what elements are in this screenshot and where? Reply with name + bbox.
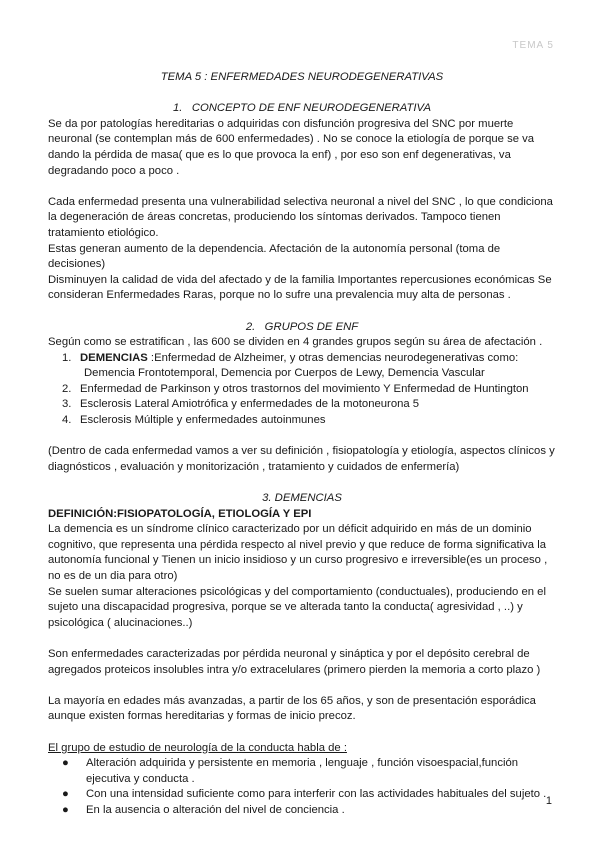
section-1-heading bbox=[48, 101, 556, 117]
list-item-text: Esclerosis Múltiple y enfermedades autoinmunes bbox=[80, 414, 326, 427]
section-2-note: (Dentro de cada enfermedad vamos a ver su definición , fisiopatología y etiología, aspectos clínicos y diagnósticos , evaluación y monitorización , tratamiento y cuidados de enfermería) bbox=[48, 445, 555, 473]
list-item bbox=[62, 803, 556, 819]
section-3-paragraph-1: La demencia es un síndrome clínico caracterizado por un déficit adquirido en más de un dominio cognitivo, que representa una pérdida respecto al nivel previo y que reduce de forma significativa la autonomía funcional y Tienen un inicio insidioso y un curso progresivo e irreversible(es un proceso , no es de un dia para otro) bbox=[48, 523, 548, 582]
criteria-list bbox=[48, 756, 556, 818]
section-2-title: GRUPOS DE ENF bbox=[264, 320, 359, 333]
list-item-text: Enfermedad de Parkinson y otros trastornos del movimiento Y Enfermedad de Huntington bbox=[80, 382, 529, 395]
bullet-icon: ● bbox=[62, 788, 69, 801]
section-3-paragraph-2: Se suelen sumar alteraciones psicológicas y del comportamiento (conductuales), produciendo en el sujeto una discapacidad progresiva, porque se ve alterada tanto la conducta( agresividad , ..) y psicológica ( alucinaciones..) bbox=[48, 585, 546, 629]
list-item-number: 3. bbox=[62, 398, 72, 411]
section-3-paragraph-3: Son enfermedades caracterizadas por pérdida neuronal y sináptica y por el depósito cerebral de agregados proteicos insolubles intra y/o extracelulares (primero pierden la memoria a corto plazo ) bbox=[48, 647, 541, 676]
bullet-text: En la ausencia o alteración del nivel de conciencia . bbox=[86, 803, 345, 816]
list-item bbox=[62, 382, 556, 398]
bullet-icon: ● bbox=[62, 757, 69, 770]
list-item-number: 1. bbox=[62, 351, 72, 364]
section-3-subheading: DEFINICIÓN:FISIOPATOLOGÍA, ETIOLOGÍA Y EPI bbox=[48, 507, 312, 520]
groups-list bbox=[48, 351, 556, 429]
section-2-heading bbox=[48, 320, 556, 336]
section-1-number: 1. bbox=[172, 102, 183, 115]
section-1-paragraph-3: Estas generan aumento de la dependencia. Afectación de la autonomía personal (toma de decisiones) bbox=[48, 242, 501, 271]
list-item-number: 2. bbox=[62, 382, 72, 395]
section-1-paragraph-2: Cada enfermedad presenta una vulnerabilidad selectiva neuronal a nivel del SNC , lo que condiciona la degeneración de áreas concretas, produciendo los síntomas derivados. Tampoco tienen tratamiento etiológico. bbox=[48, 195, 553, 239]
list-item bbox=[62, 756, 556, 787]
section-3-heading: 3. DEMENCIAS bbox=[262, 492, 342, 505]
bullet-text: Con una intensidad suficiente como para interferir con las actividades habituales del sujeto . bbox=[86, 788, 547, 801]
section-1-paragraph-1: Se da por patologías hereditarias o adquiridas con disfunción progresiva del SNC por muerte neuronal (se contemplan más de 600 enfermedades) . No se conoce la etiología de porque se va dando la pérdida de masa( que es lo que provoca la enf) , por eso son enf degenerativas, va degradando poco a poco . bbox=[48, 117, 535, 177]
list-item bbox=[62, 413, 556, 429]
document-title: TEMA 5 : ENFERMEDADES NEURODEGENERATIVAS bbox=[160, 71, 444, 83]
section-1-title: CONCEPTO DE ENF NEURODEGENERATIVA bbox=[191, 102, 431, 115]
section-3-paragraph-4: La mayoría en edades más avanzadas, a partir de los 65 años, y son de presentación esporádica aunque existen formas hereditarias y formas de inicio precoz. bbox=[48, 694, 536, 723]
section-2-intro: Según como se estratifican , las 600 se dividen en 4 grandes grupos según su área de afectación . bbox=[48, 336, 543, 349]
list-item bbox=[62, 787, 556, 803]
list-item-text: :Enfermedad de Alzheimer, y otras demencias neurodegenerativas como: Demencia Frontotemporal, Demencia por Cuerpos de Lewy, Demencia Vascular bbox=[84, 351, 519, 380]
group-intro: El grupo de estudio de neurología de la conducta habla de : bbox=[48, 741, 347, 754]
section-2-number: 2. bbox=[245, 320, 256, 333]
list-item bbox=[62, 397, 556, 413]
bullet-text: Alteración adquirida y persistente en memoria , lenguaje , función visoespacial,función ejecutiva y conducta . bbox=[86, 757, 519, 785]
running-header: TEMA 5 bbox=[512, 40, 554, 51]
bullet-icon: ● bbox=[62, 803, 69, 816]
list-item bbox=[62, 351, 556, 382]
list-item-bold: DEMENCIAS bbox=[80, 351, 148, 364]
document-body bbox=[48, 70, 556, 819]
page-number: 1 bbox=[545, 795, 552, 808]
section-1-paragraph-4: Disminuyen la calidad de vida del afectado y de la familia Importantes repercusiones económicas Se consideran Enfermedades Raras, porque no lo sufre una prevalencia muy alta de personas . bbox=[48, 273, 552, 302]
list-item-number: 4. bbox=[62, 414, 72, 427]
list-item-text: Esclerosis Lateral Amiotrófica y enfermedades de la motoneurona 5 bbox=[80, 398, 420, 411]
